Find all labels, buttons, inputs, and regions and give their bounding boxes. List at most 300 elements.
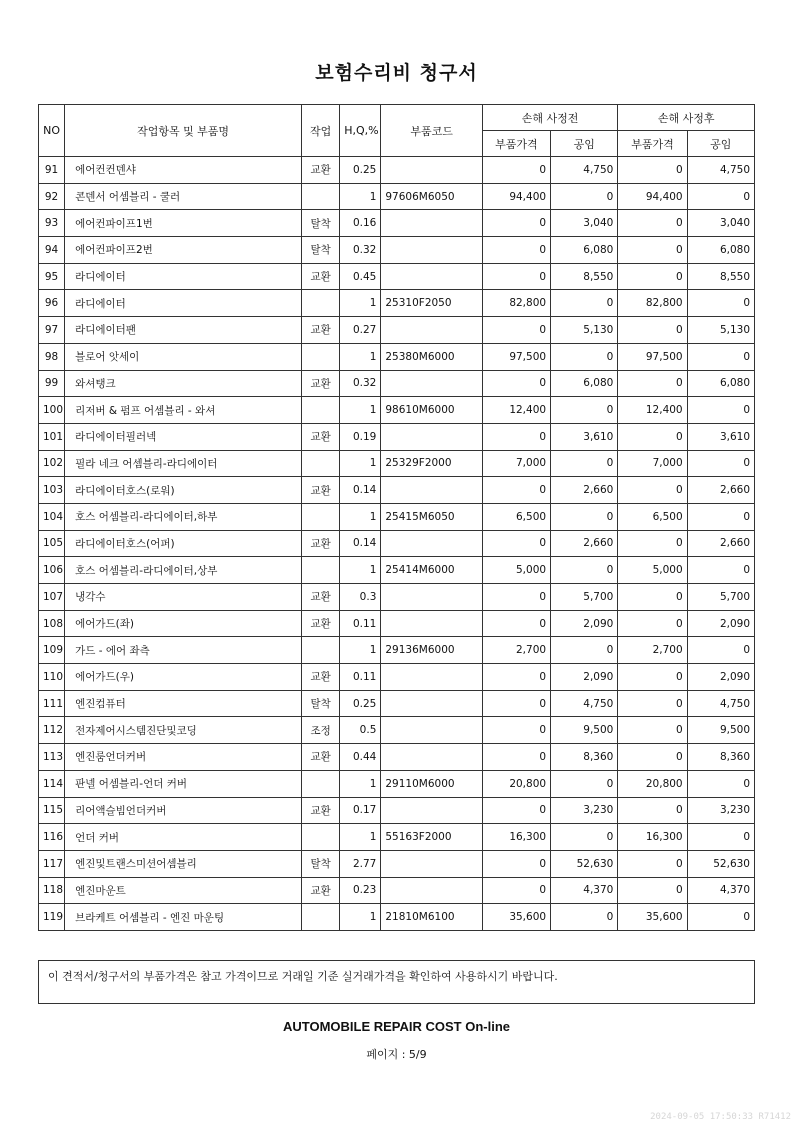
row-no: 117 [39,850,65,877]
row-part-code [381,797,482,824]
row-before-part-price: 0 [482,610,550,637]
table-row [39,503,755,530]
row-work: 교환 [302,423,340,450]
row-after-part-price: 97,500 [618,343,687,370]
row-after-part-price: 0 [618,263,687,290]
table-header [39,105,755,157]
row-item-name: 라디에이터 [65,290,302,317]
row-hq: 0.45 [340,263,381,290]
row-hq: 0.32 [340,237,381,264]
row-no: 103 [39,477,65,504]
table-row [39,183,755,210]
row-after-labor: 4,370 [687,877,754,904]
row-item-name: 콘덴서 어셈블리 - 쿨러 [65,183,302,210]
row-work: 탈착 [302,210,340,237]
row-item-name: 라디에이터호스(어퍼) [65,530,302,557]
row-work: 교환 [302,370,340,397]
table-row [39,717,755,744]
row-before-part-price: 0 [482,850,550,877]
table-row [39,263,755,290]
row-after-part-price: 0 [618,530,687,557]
table-row [39,397,755,424]
row-before-part-price: 0 [482,877,550,904]
row-after-labor: 8,550 [687,263,754,290]
row-no: 100 [39,397,65,424]
row-part-code [381,877,482,904]
row-before-part-price: 82,800 [482,290,550,317]
row-item-name: 호스 어셈블리-라디에이터,상부 [65,557,302,584]
row-after-labor: 0 [687,637,754,664]
row-after-part-price: 35,600 [618,904,687,931]
repair-cost-table [38,104,755,931]
row-before-labor: 0 [551,397,618,424]
row-before-labor: 8,360 [551,744,618,771]
row-before-part-price: 2,700 [482,637,550,664]
row-before-labor: 0 [551,557,618,584]
row-no: 111 [39,690,65,717]
row-hq: 1 [340,904,381,931]
row-work: 교환 [302,584,340,611]
row-item-name: 라디에이터 [65,263,302,290]
row-hq: 0.5 [340,717,381,744]
row-after-labor: 4,750 [687,157,754,184]
header-item: 작업항목 및 부품명 [65,105,302,157]
row-part-code: 21810M6100 [381,904,482,931]
page-number: 페이지 : 5/9 [366,1048,427,1061]
row-before-labor: 8,550 [551,263,618,290]
row-after-labor: 9,500 [687,717,754,744]
row-before-labor: 4,370 [551,877,618,904]
table-row [39,877,755,904]
row-no: 99 [39,370,65,397]
row-hq: 0.14 [340,477,381,504]
row-part-code [381,850,482,877]
row-item-name: 에어가드(좌) [65,610,302,637]
row-after-part-price: 0 [618,317,687,344]
footer-title: AUTOMOBILE REPAIR COST On-line [282,1019,511,1034]
row-before-part-price: 7,000 [482,450,550,477]
table-row [39,664,755,691]
table-row [39,770,755,797]
row-after-labor: 6,080 [687,370,754,397]
row-after-labor: 4,750 [687,690,754,717]
row-before-labor: 0 [551,770,618,797]
row-before-labor: 3,040 [551,210,618,237]
row-before-labor: 0 [551,343,618,370]
row-hq: 1 [340,503,381,530]
row-after-part-price: 0 [618,877,687,904]
row-work [302,824,340,851]
row-before-labor: 3,230 [551,797,618,824]
row-after-labor: 0 [687,343,754,370]
row-no: 112 [39,717,65,744]
table-row [39,557,755,584]
row-hq: 0.16 [340,210,381,237]
row-hq: 1 [340,770,381,797]
table-row [39,797,755,824]
row-item-name: 라디에이터필러넥 [65,423,302,450]
row-work [302,770,340,797]
row-work: 교환 [302,157,340,184]
row-work: 탈착 [302,690,340,717]
row-before-part-price: 0 [482,477,550,504]
row-after-part-price: 20,800 [618,770,687,797]
row-before-labor: 2,660 [551,530,618,557]
row-hq: 0.17 [340,797,381,824]
row-no: 97 [39,317,65,344]
row-item-name: 엔진및트랜스미션어셈블리 [65,850,302,877]
row-before-labor: 5,700 [551,584,618,611]
row-work [302,397,340,424]
row-item-name: 엔진마운트 [65,877,302,904]
row-no: 119 [39,904,65,931]
row-hq: 0.44 [340,744,381,771]
row-part-code: 25310F2050 [381,290,482,317]
row-item-name: 에어컨컨덴샤 [65,157,302,184]
table-row [39,824,755,851]
row-work [302,450,340,477]
row-item-name: 라디에이터팬 [65,317,302,344]
table-row [39,850,755,877]
row-hq: 0.11 [340,610,381,637]
row-after-labor: 0 [687,503,754,530]
row-no: 104 [39,503,65,530]
row-before-labor: 2,090 [551,664,618,691]
row-part-code: 55163F2000 [381,824,482,851]
row-after-part-price: 0 [618,610,687,637]
row-after-labor: 2,660 [687,477,754,504]
header-before-labor: 공임 [551,131,618,157]
row-before-labor: 2,660 [551,477,618,504]
row-before-labor: 0 [551,824,618,851]
row-before-part-price: 0 [482,157,550,184]
row-no: 95 [39,263,65,290]
table-row [39,530,755,557]
row-item-name: 필라 네크 어셈블리-라디에이터 [65,450,302,477]
row-item-name: 라디에이터호스(로워) [65,477,302,504]
row-item-name: 호스 어셈블리-라디에이터,하부 [65,503,302,530]
row-hq: 0.23 [340,877,381,904]
row-hq: 0.27 [340,317,381,344]
row-work: 조정 [302,717,340,744]
row-hq: 0.14 [340,530,381,557]
row-before-part-price: 0 [482,370,550,397]
row-after-part-price: 0 [618,664,687,691]
row-after-part-price: 0 [618,744,687,771]
row-hq: 0.11 [340,664,381,691]
row-work: 탈착 [302,850,340,877]
price-notice: 이 견적서/청구서의 부품가격은 참고 가격이므로 거래일 기준 실거래가격을 확인하여 사용하시기 바랍니다. [38,960,755,1004]
row-before-part-price: 0 [482,797,550,824]
row-work: 교환 [302,877,340,904]
row-item-name: 브라케트 어셈블리 - 엔진 마운팅 [65,904,302,931]
row-before-labor: 0 [551,904,618,931]
row-work [302,503,340,530]
row-hq: 0.25 [340,157,381,184]
row-after-part-price: 0 [618,690,687,717]
row-before-part-price: 16,300 [482,824,550,851]
row-after-part-price: 5,000 [618,557,687,584]
table-body [39,157,755,931]
header-before-part-price: 부품가격 [482,131,550,157]
row-work [302,183,340,210]
row-item-name: 전자제어시스템진단및코딩 [65,717,302,744]
row-work: 교환 [302,477,340,504]
row-work [302,557,340,584]
row-work [302,637,340,664]
row-after-part-price: 0 [618,157,687,184]
table-row [39,904,755,931]
row-work: 교환 [302,664,340,691]
row-hq: 1 [340,637,381,664]
row-no: 91 [39,157,65,184]
row-hq: 1 [340,290,381,317]
row-part-code [381,477,482,504]
row-before-labor: 0 [551,290,618,317]
row-after-part-price: 0 [618,477,687,504]
row-before-part-price: 0 [482,210,550,237]
row-item-name: 엔진룸언더커버 [65,744,302,771]
row-after-part-price: 0 [618,370,687,397]
table-row [39,477,755,504]
row-after-labor: 0 [687,824,754,851]
row-no: 102 [39,450,65,477]
row-part-code [381,690,482,717]
row-after-labor: 0 [687,450,754,477]
row-no: 114 [39,770,65,797]
row-no: 109 [39,637,65,664]
row-part-code [381,263,482,290]
row-part-code [381,610,482,637]
table-row [39,290,755,317]
row-no: 118 [39,877,65,904]
row-part-code: 29136M6000 [381,637,482,664]
table-row [39,744,755,771]
row-after-part-price: 0 [618,210,687,237]
row-work: 교환 [302,797,340,824]
row-before-part-price: 94,400 [482,183,550,210]
row-work [302,343,340,370]
row-after-labor: 3,230 [687,797,754,824]
row-item-name: 에어컨파이프1번 [65,210,302,237]
header-no: NO [39,105,65,157]
row-no: 108 [39,610,65,637]
row-item-name: 에어컨파이프2번 [65,237,302,264]
row-after-labor: 0 [687,397,754,424]
header-after-labor: 공임 [687,131,754,157]
row-before-labor: 2,090 [551,610,618,637]
row-part-code [381,744,482,771]
table-row [39,637,755,664]
row-after-labor: 5,130 [687,317,754,344]
row-after-part-price: 6,500 [618,503,687,530]
row-part-code: 25380M6000 [381,343,482,370]
row-no: 110 [39,664,65,691]
row-no: 96 [39,290,65,317]
row-item-name: 리저버 & 펌프 어셈블리 - 와셔 [65,397,302,424]
row-before-labor: 6,080 [551,237,618,264]
row-hq: 1 [340,824,381,851]
row-item-name: 가드 - 에어 좌측 [65,637,302,664]
row-before-labor: 5,130 [551,317,618,344]
row-before-labor: 0 [551,450,618,477]
row-before-part-price: 0 [482,744,550,771]
row-hq: 1 [340,557,381,584]
row-after-labor: 0 [687,770,754,797]
row-part-code [381,210,482,237]
row-before-labor: 3,610 [551,423,618,450]
row-part-code [381,423,482,450]
row-after-labor: 0 [687,557,754,584]
row-hq: 1 [340,397,381,424]
row-item-name: 엔진컴퓨터 [65,690,302,717]
row-part-code: 29110M6000 [381,770,482,797]
row-before-part-price: 0 [482,690,550,717]
row-after-labor: 6,080 [687,237,754,264]
row-no: 105 [39,530,65,557]
row-part-code [381,584,482,611]
row-before-labor: 52,630 [551,850,618,877]
row-after-labor: 52,630 [687,850,754,877]
table-row [39,343,755,370]
row-item-name: 에어가드(우) [65,664,302,691]
row-after-labor: 0 [687,904,754,931]
row-part-code: 25329F2000 [381,450,482,477]
row-before-labor: 6,080 [551,370,618,397]
row-item-name: 블로어 앗세이 [65,343,302,370]
row-before-part-price: 35,600 [482,904,550,931]
table-row [39,237,755,264]
row-hq: 0.3 [340,584,381,611]
row-hq: 0.19 [340,423,381,450]
row-before-part-price: 0 [482,530,550,557]
row-work: 교환 [302,610,340,637]
table-row [39,610,755,637]
row-no: 113 [39,744,65,771]
row-part-code [381,317,482,344]
row-after-part-price: 2,700 [618,637,687,664]
row-after-part-price: 94,400 [618,183,687,210]
row-after-labor: 0 [687,183,754,210]
table-row [39,690,755,717]
row-part-code [381,370,482,397]
row-before-part-price: 0 [482,717,550,744]
row-no: 115 [39,797,65,824]
table-row [39,317,755,344]
row-after-part-price: 0 [618,850,687,877]
row-after-part-price: 0 [618,797,687,824]
row-part-code [381,717,482,744]
row-part-code [381,664,482,691]
table-row [39,370,755,397]
row-no: 98 [39,343,65,370]
row-part-code: 98610M6000 [381,397,482,424]
table-row [39,450,755,477]
row-before-part-price: 6,500 [482,503,550,530]
row-no: 107 [39,584,65,611]
row-before-part-price: 5,000 [482,557,550,584]
row-before-part-price: 20,800 [482,770,550,797]
row-part-code [381,530,482,557]
header-hq: H,Q,% [340,105,381,157]
row-no: 92 [39,183,65,210]
row-after-labor: 2,090 [687,664,754,691]
row-before-part-price: 12,400 [482,397,550,424]
row-after-part-price: 0 [618,423,687,450]
header-work: 작업 [302,105,340,157]
row-after-labor: 0 [687,290,754,317]
row-part-code: 25414M6000 [381,557,482,584]
row-after-labor: 5,700 [687,584,754,611]
row-after-labor: 2,090 [687,610,754,637]
row-before-labor: 0 [551,637,618,664]
row-after-part-price: 12,400 [618,397,687,424]
row-no: 94 [39,237,65,264]
row-after-labor: 3,610 [687,423,754,450]
header-code: 부품코드 [381,105,482,157]
row-after-part-price: 0 [618,717,687,744]
table-row [39,157,755,184]
row-after-part-price: 0 [618,584,687,611]
row-hq: 1 [340,343,381,370]
header-after-part-price: 부품가격 [618,131,687,157]
row-work: 교환 [302,317,340,344]
row-no: 101 [39,423,65,450]
row-after-labor: 3,040 [687,210,754,237]
row-after-part-price: 82,800 [618,290,687,317]
row-hq: 1 [340,450,381,477]
row-before-labor: 4,750 [551,157,618,184]
row-hq: 2.77 [340,850,381,877]
row-no: 106 [39,557,65,584]
print-timestamp: 2024-09-05 17:50:33 R71412 [650,1112,791,1122]
row-work: 교환 [302,744,340,771]
row-before-part-price: 0 [482,237,550,264]
row-after-labor: 2,660 [687,530,754,557]
row-part-code [381,157,482,184]
row-hq: 1 [340,183,381,210]
row-after-part-price: 7,000 [618,450,687,477]
row-item-name: 리어액슬빔언더커버 [65,797,302,824]
row-item-name: 냉각수 [65,584,302,611]
row-no: 116 [39,824,65,851]
row-item-name: 판넬 어셈블리-언더 커버 [65,770,302,797]
row-part-code: 25415M6050 [381,503,482,530]
row-before-part-price: 0 [482,664,550,691]
row-work: 교환 [302,530,340,557]
row-before-part-price: 97,500 [482,343,550,370]
header-after-group: 손해 사정후 [618,105,755,131]
row-before-labor: 0 [551,183,618,210]
row-item-name: 언더 커버 [65,824,302,851]
row-before-part-price: 0 [482,423,550,450]
row-before-part-price: 0 [482,584,550,611]
row-part-code [381,237,482,264]
row-no: 93 [39,210,65,237]
row-after-part-price: 0 [618,237,687,264]
row-before-part-price: 0 [482,317,550,344]
row-work [302,290,340,317]
table-row [39,210,755,237]
row-after-part-price: 16,300 [618,824,687,851]
row-before-part-price: 0 [482,263,550,290]
row-hq: 0.25 [340,690,381,717]
table-row [39,584,755,611]
table-row [39,423,755,450]
row-before-labor: 4,750 [551,690,618,717]
row-after-labor: 8,360 [687,744,754,771]
row-hq: 0.32 [340,370,381,397]
